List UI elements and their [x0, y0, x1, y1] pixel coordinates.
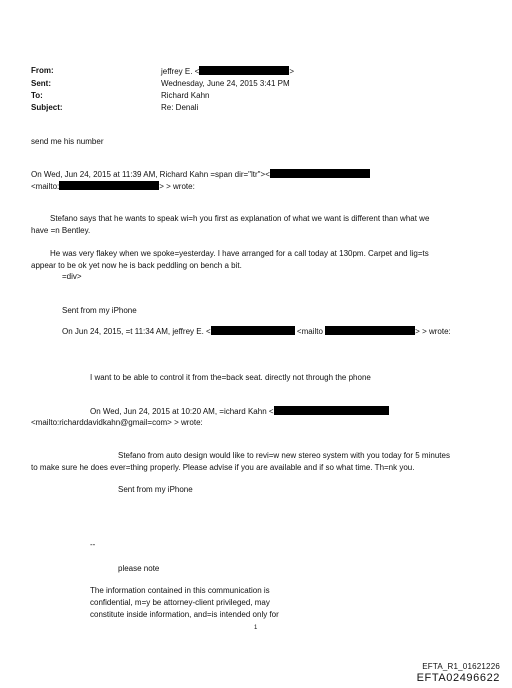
please-note: please note: [118, 564, 160, 573]
quote3-line1: [90, 406, 389, 417]
page-number: 1: [254, 625, 258, 631]
redaction-box: [211, 326, 295, 335]
quote2-wrote: > > wrote:: [415, 327, 451, 336]
redaction-box: [270, 169, 370, 178]
quote1-wrote: > > wrote:: [159, 182, 195, 191]
subject-value: Re: Denali: [161, 103, 199, 112]
quote1-mailto: <mailto:: [31, 182, 60, 191]
quote3-line2: <mailto:richarddavidkahn@gmail=com> > wrote:: [31, 418, 203, 427]
sent-value: Wednesday, June 24, 2015 3:41 PM: [161, 79, 290, 88]
to-value: Richard Kahn: [161, 91, 210, 100]
quote1-line1: [31, 169, 370, 180]
redaction-box: [59, 181, 159, 190]
quote1-line2: [31, 181, 195, 192]
from-value: [161, 66, 294, 77]
efta-id-2: EFTA02496622: [416, 672, 500, 684]
from-suffix: >: [289, 67, 294, 76]
quote2-line: [62, 326, 451, 337]
body-line-1: send me his number: [31, 137, 104, 146]
signature-dash: --: [90, 540, 96, 549]
quote1-text: On Wed, Jun 24, 2015 at 11:39 AM, Richard Kahn =span dir="ltr"><: [31, 170, 270, 179]
para2-line3: =div>: [62, 272, 82, 281]
para3: I want to be able to control it from the=back seat. directly not through the phone: [90, 373, 371, 382]
sent-from-iphone-2: Sent from my iPhone: [118, 485, 193, 494]
disclaimer-line-1: The information contained in this communication is: [90, 586, 270, 595]
redaction-box: [199, 66, 289, 75]
from-name: jeffrey E. <: [161, 67, 200, 76]
disclaimer-line-3: constitute inside information, and=is intended only for: [90, 610, 279, 619]
para2-line2: appear to be ok yet now he is back peddling on bench a bit.: [31, 261, 242, 270]
efta-id-1: EFTA_R1_01621226: [422, 662, 500, 671]
para2-line1: He was very flakey when we spoke=yesterday. I have arranged for a call today at 130pm. Carpet and lig=ts: [50, 249, 429, 258]
quote2-mailto: <mailto: [296, 327, 323, 336]
para4-line1: Stefano from auto design would like to revi=w new stereo system with you today for 5 minutes: [118, 451, 450, 460]
para1-line1: Stefano says that he wants to speak wi=h you first as explanation of what we want is different than what we: [50, 214, 430, 223]
sent-from-iphone-1: Sent from my iPhone: [62, 306, 137, 315]
disclaimer-line-2: confidential, m=y be attorney-client privileged, may: [90, 598, 270, 607]
from-label: From:: [31, 66, 54, 75]
quote2-text: On Jun 24, 2015, =t 11:34 AM, jeffrey E. <: [62, 327, 211, 336]
subject-label: Subject:: [31, 103, 63, 112]
redaction-box: [325, 326, 415, 335]
para1-line2: have =n Bentley.: [31, 226, 91, 235]
redaction-box: [274, 406, 389, 415]
para4-line2: to make sure he does ever=thing properly. Please advise if you are available and if so what time. Th=nk you.: [31, 463, 415, 472]
sent-label: Sent:: [31, 79, 51, 88]
to-label: To:: [31, 91, 43, 100]
quote3-text: On Wed, Jun 24, 2015 at 10:20 AM, =ichard Kahn <: [90, 407, 274, 416]
